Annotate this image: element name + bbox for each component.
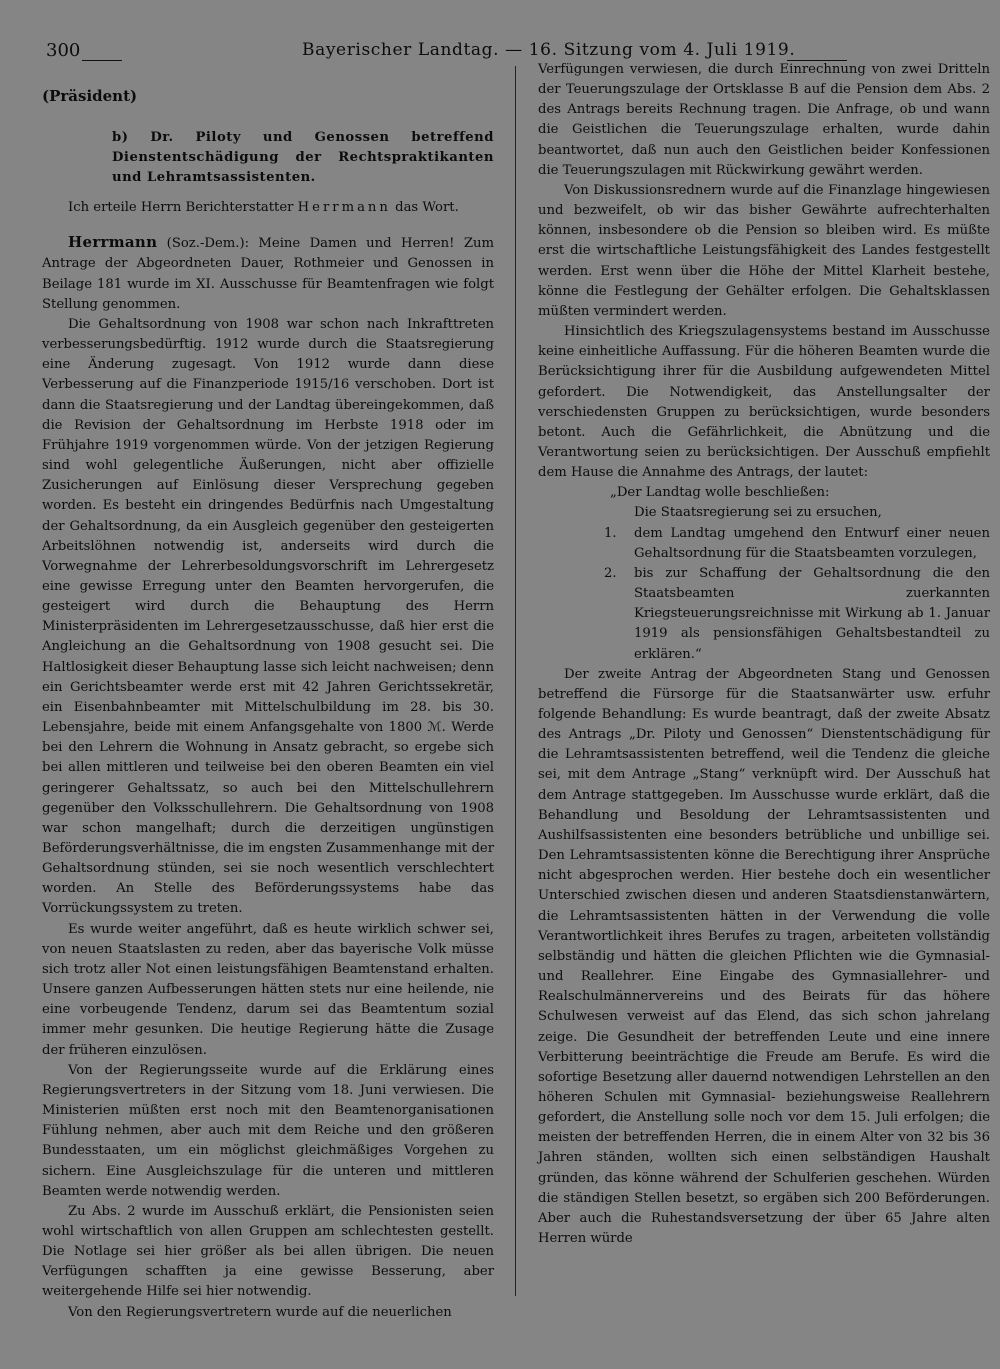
column-divider — [515, 66, 516, 1296]
quote-sub: Die Staatsregierung sei zu ersuchen, — [634, 505, 882, 521]
quote-item-number: 2. — [604, 565, 617, 581]
quote-intro: „Der Landtag wolle beschließen: — [610, 485, 830, 501]
page-number: 300 — [46, 40, 81, 61]
header-rule-left — [82, 60, 122, 61]
paragraph: Von der Regierungsseite wurde auf die Erklärung eines Regierungsvertreters in der Sitzung vom 18. Juni verwiesen. Die Ministerien müßten erst noch mit den Beamtenorganisationen Fühlung nehmen, aber auch mit dem Reiche und den größeren Bundesstaaten, um ein möglichst gleichmäßiges Vorgehen zu sichern. Eine Ausgleichszulage für die unteren und mittleren Beamten werde notwendig werden. — [42, 1062, 494, 1199]
right-column — [538, 60, 990, 1249]
quote-item-text: dem Landtag umgehend den Entwurf einer neuen Gehaltsordnung für die Staatsbeamten vorzulegen, — [634, 525, 990, 561]
paragraph: Von den Regierungsvertretern wurde auf die neuerlichen — [68, 1304, 452, 1320]
agenda-item — [112, 128, 494, 188]
quote-item-text: bis zur Schaffung der Gehaltsordnung die den Staatsbeamten zuerkannten Kriegsteuerungsreichnisse mit Wirkung ab 1. Januar 1919 als pensionsfähigen Gehaltsbestandteil zu erklären.“ — [634, 565, 990, 662]
agenda-text: Dr. Piloty und Genossen betreffend Dienstentschädigung der Rechtspraktikanten und Lehramtsassistenten. — [112, 130, 494, 186]
intro-paragraph — [42, 198, 494, 218]
paragraph: Die Gehaltsordnung von 1908 war schon nach Inkrafttreten verbesserungsbedürftig. 1912 wurde durch die Staatsregierung eine Änderung zugesagt. Von 1912 wurde dann diese Verbesserung auf die Finanzperiode 1915/16 verschoben. Dort ist dann die Staatsregierung und der Landtag übereingekommen, daß die Revision der Gehaltsordnung im Herbste 1918 oder im Frühjahre 1919 vorgenommen würde. Von der jetzigen Regierung sind wohl gelegentliche Äußerungen, nicht aber offizielle Zusicherungen auf Einlösung dieser Versprechung gegeben worden. Es besteht ein dringendes Bedürfnis nach Umgestaltung der Gehaltsordnung, da ein Ausgleich gegenüber den gesteigerten Arbeitslöhnen notwendig ist, anderseits wird durch die Vorwegnahme der Lehrerbesoldungsvorschrift im Lehrergesetz eine gewisse Erregung unter den Beamten hervorgerufen, die gesteigert wird durch die Behauptung des Herrn Ministerpräsidenten im Lehrergesetzausschusse, daß hier erst die Angleichung an die Gehaltsordnung von 1908 gesucht sei. Die Haltlosigkeit dieser Behauptung lasse sich leicht nachweisen; denn ein Gerichtsbeamter werde erst mit 42 Jahren Gerichtssekretär, ein Eisenbahnbeamter mit Mittelschulbildung im 28. bis 30. Lebensjahre, beide mit einem Anfangsgehalte von 1800 ℳ. Werde bei den Lehrern die Wohnung in Ansatz gebracht, so ergebe sich bei allen mittleren und teilweise bei den oberen Beamten ein viel geringerer Gehaltssatz, so auch bei den Mittelschullehrern gegenüber den Volksschullehrern. Die Gehaltsordnung von 1908 war schon mangelhaft; durch die derzeitigen ungünstigen Beförderungsverhältnisse, die im engsten Zusammenhange mit der Gehaltsordnung stünden, sei sie noch wesentlich verschlechtert worden. An Stelle des Beförderungssystems habe das Vorrückungssystem zu treten. — [42, 316, 494, 917]
paragraph: Der zweite Antrag der Abgeordneten Stang und Genossen betreffend die Fürsorge für die Staatsanwärter usw. erfuhr folgende Behandlung: Es wurde beantragt, daß der zweite Absatz des Antrags „Dr. Piloty und Genossen“ Dienstentschädigung für die Lehramtsassistenten betreffend, weil die Tendenz die gleiche sei, mit dem Antrage „Stang“ verknüpft wird. Der Ausschuß hat dem Antrage stattgegeben. Im Ausschusse wurde erklärt, daß die Behandlung und Besoldung der Lehramtsassistenten und Aushilfsassistenten eine besonders betrübliche und unbillige sei. Den Lehramtsassistenten könne die Berechtigung ihrer Ansprüche nicht abgesprochen werden. Hier bestehe doch ein wesentlicher Unterschied zwischen diesen und anderen Staatsdienstanwärtern, die Lehramtsassistenten hätten in der Verwendung die volle Verantwortlichkeit ihres Berufes zu tragen, arbeiteten vollständig selbständig und hätten die gleichen Pflichten wie die Gymnasial- und Reallehrer. Eine Eingabe des Gymnasiallehrer- und Realschulmännervereins und des Beirats für das höhere Schulwesen verweist auf das Elend, das sich schon jahrelang zeige. Die Gesundheit der betreffenden Leute und eine innere Verbitterung beeinträchtige die Freude am Berufe. Es wird die sofortige Besetzung aller dauernd notwendigen Lehrstellen an den höheren Schulen mit Gymnasial- beziehungsweise Reallehrern gefordert, die Anstellung solle noch vor dem 15. Juli erfolgen; die meisten der betreffenden Herren, die in einem Alter von 32 bis 36 Jahren ständen, wollten sich einen selbständigen Haushalt gründen, das könne während der Schulferien geschehen. Würden die ständigen Stellen besetzt, so ergäben sich 200 Beförderungen. Aber auch die Ruhestandsversetzung der über 65 Jahre alten Herren würde — [538, 666, 990, 1247]
paragraph: Von Diskussionsrednern wurde auf die Finanzlage hingewiesen und bezweifelt, ob wir das bisher Gewährte aufrechterhalten können, insbesondere ob die Pension so bleiben wird. Es müßte erst die wirtschaftliche Leistungsfähigkeit des Landes festgestellt werden. Erst wenn über die Höhe der Mittel Klarheit bestehe, könne die Festlegung der Gehälter erfolgen. Die Gehaltsklassen müßten vermindert werden. — [538, 182, 990, 319]
left-column — [42, 86, 494, 1323]
speaker-role: (Präsident) — [42, 87, 138, 105]
agenda-label: b) — [112, 130, 129, 146]
speaker-name: Herrmann — [68, 233, 158, 252]
paragraph: Hinsichtlich des Kriegszulagensystems bestand im Ausschusse keine einheitliche Auffassung. Für die höheren Beamten wurde die Berücksichtigung ihrer für die Ausbildung aufgewendeten Mittel gefordert. Die Notwendigkeit, das Anstellungsalter der verschiedensten Gruppen zu berücksichtigen, wurde besonders betont. Auch die Gefährlichkeit, die Abnützung und die Verantwortung seien zu berücksichtigen. Der Ausschuß empfiehlt dem Hause die Annahme des Antrags, der lautet: — [538, 324, 990, 481]
intro-speaker: Herrmann — [297, 200, 391, 216]
paragraph: Verfügungen verwiesen, die durch Einrechnung von zwei Dritteln der Teuerungszulage der Ortsklasse B auf die Pension dem Abs. 2 des Antrags bereits Rechnung tragen. Die Anfrage, ob und wann die Geistlichen die Teuerungszulage erhalten, wurde dahin beantwortet, daß nun auch den Geistlichen beider Konfessionen die Teuerungszulagen mit Rückwirkung gewährt werden. — [538, 62, 990, 178]
quote-item-number: 1. — [604, 525, 617, 541]
running-title: Bayerischer Landtag. — 16. Sitzung vom 4. Juli 1919. — [302, 40, 796, 60]
speech-opening — [42, 232, 494, 315]
paragraph: Zu Abs. 2 wurde im Ausschuß erklärt, die Pensionisten seien wohl wirtschaftlich von allen Gruppen am schlechtesten gestellt. Die Notlage sei hier größer als bei allen übrigen. Die neuen Verfügungen schafften ja eine gewisse Besserung, aber weitergehende Hilfe sei hier notwendig. — [42, 1203, 494, 1300]
quote-item — [604, 524, 990, 564]
quote-item — [604, 564, 990, 665]
intro-text-b: das Wort. — [390, 200, 459, 216]
intro-text-a: Ich erteile Herrn Berichterstatter — [68, 200, 298, 216]
paragraph: Es wurde weiter angeführt, daß es heute wirklich schwer sei, von neuen Staatslasten zu reden, aber das bayerische Volk müsse sich trotz aller Not einen leistungsfähigen Beamtenstand erhalten. Unsere ganzen Aufbesserungen hätten stets nur eine heilende, nie eine vorbeugende Tendenz, darum sei das Beamtentum sozial immer mehr gesunken. Die heutige Regierung hätte die Zusage der früheren einzulösen. — [42, 921, 494, 1058]
speaker-party: (Soz.-Dem.): Meine Damen und Herren! Zum Antrage der Abgeordneten Dauer, Rothmeier und Genossen in Beilage 181 wurde im XI. Ausschusse für Beamtenfragen wie folgt Stellung genommen. — [42, 236, 494, 312]
